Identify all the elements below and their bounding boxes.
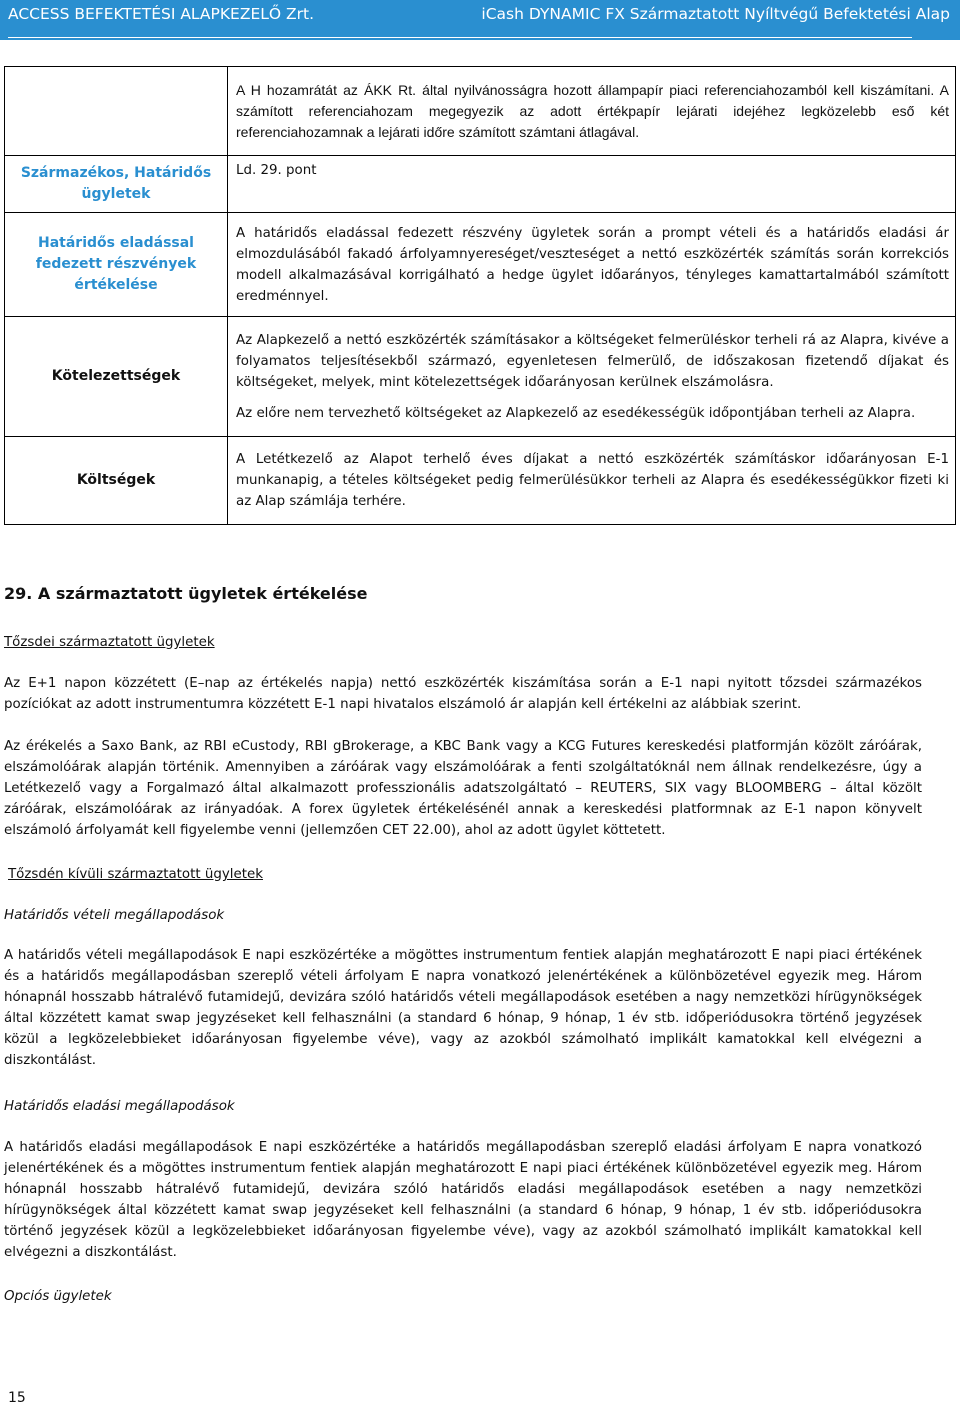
valuation-table [4,66,956,525]
section-heading: 29. A származtatott ügyletek értékelése [4,584,368,603]
table-row [5,437,956,525]
paragraph: A határidős vételi megállapodások E napi eszközértéke a mögöttes instrumentum fentiek alapján meghatározott E napi piaci értékének és a határidős megállapodásban szereplő vételi árfolyam E napra vonatkozó jelenértékének a különbözetével egyezik meg. Három hónapnál hosszabb hátralévő futamidejű, devizára szóló határidős vételi megállapodások esetében a nagy nemzetközi hírügynökségek által közzétett kamat swap jegyzéseket kell felhasználni (a standard 6 hónap, 9 hónap, 1 év stb. időperiódusokra történő jegyzések közül a legközelebbieket időarányosan figyelembe véve), vagy az azokból számolható implikált kamatokkal kell elvégezni a diszkontálást. [4,948,922,1068]
subheading-options: Opciós ügyletek [4,1289,112,1304]
header-fund-name: iCash DYNAMIC FX Származtatott Nyíltvégű Befektetési Alap [481,5,950,23]
subheading-otc: Tőzsdén kívüli származtatott ügyletek [8,867,263,882]
header-rule [8,37,912,38]
paragraph: A határidős eladási megállapodások E napi eszközértéke a határidős megállapodásban szereplő eladási árfolyam E napra vonatkozó jelenértékének és a mögöttes instrumentum fentiek alapján meghatározott E napi piaci értékének különbözetével egyezik meg. Három hónapnál hosszabb hátralévő futamidejű, devizára szóló határidős eladási megállapodások esetében a nagy nemzetközi hírügynökségek által közzétett kamat swap jegyzéseket kell felhasználni (a standard 6 hónap, 9 hónap, 1 év stb. időperiódusokra történő jegyzések közül a legközelebbieket időarányosan figyelembe véve), vagy az azokból számolható implikált kamatokkal kell elvégezni a diszkontálást. [4,1140,922,1260]
row-label: Határidős eladással fedezett részvények értékelése [5,213,228,317]
paragraph: Az E+1 napon közzétett (E–nap az értékelés napja) nettó eszközérték kiszámítása során a E-1 napi nyitott tőzsdei származékos pozíciókat az adott instrumentumra közzétett E-1 napi hivatalos elszámoló ár alapján kell értékelni az alábbiak szerint. [4,676,922,712]
subheading-forward-sell: Határidős eladási megállapodások [4,1099,235,1114]
table-row [5,67,956,156]
table-row [5,317,956,437]
page-number: 15 [8,1390,26,1406]
row-label-empty [5,67,228,156]
row-text: Ld. 29. pont [228,156,956,213]
page-header [0,0,960,40]
subheading-exchange: Tőzsdei származtatott ügyletek [4,635,215,650]
row-label: Költségek [5,437,228,525]
table-row [5,156,956,213]
row-text: A határidős eladással fedezett részvény ügyletek során a prompt vételi és a határidős eladási ár elmozdulásából fakadó árfolyamnyereséget/veszteséget a nettó eszközérték számítás során korrekciós modell alkalmazásával korrigálható a hedge ügylet időarányos, tényleges kamattartalmából számított eredménnyel. [228,213,956,317]
row-text: A H hozamrátát az ÁKK Rt. által nyilvánosságra hozott állampapír piaci referenciahozamból kell kiszámítani. A számított referenciahozam megegyezik az adott értékpapír lejárati idejéhez legközelebb eső két referenciahozamnak a lejárati időre számított számtani átlagával. [228,67,956,156]
table-row [5,213,956,317]
paragraph: Az érékelés a Saxo Bank, az RBI eCustody, RBI gBrokerage, a KBC Bank vagy a KCG Futures kereskedési platformján közölt záróárak, elszámolóárak alapján történik. Amennyiben a záróárak vagy elszámolóárak a fenti szolgáltatóknál nem állnak rendelkezésre, úgy a Letétkezelő vagy a Forgalmazó által alkalmazott professzionális adatszolgáltató – REUTERS, SIX vagy BLOOMBERG – által közölt záróárak, elszámolóárak az irányadóak. A forex ügyletek értékelésénél annak a kereskedési platformnak az E-1 napon könyvelt elszámoló árfolyamát kell figyelembe venni (jellemzően CET 22.00), ahol az adott ügylet köttetett. [4,739,922,838]
subheading-forward-buy: Határidős vételi megállapodások [4,908,225,923]
row-label: Kötelezettségek [5,317,228,437]
row-text: A Letétkezelő az Alapot terhelő éves díjakat a nettó eszközérték számításkor időarányosan E-1 munkanapig, a tételes költségeket pedig felmerülésükkor terheli az Alapra és esedékességükkor fizeti ki az Alap számlája terhére. [228,437,956,525]
row-label: Származékos, Határidős ügyletek [5,156,228,213]
row-text: Az Alapkezelő a nettó eszközérték számításakor a költségeket felmerüléskor terheli rá az Alapra, kivéve a folyamatos teljesítésekből származó, egyenletesen felmerülő, de időszakosan fizetendő díjakat és költségeket, melyek, mint kötelezettségek időarányosan kerülnek elszámolásra. Az előre nem tervezhető költségeket az Alapkezelő az esedékességük időpontjában terheli az Alapra. [228,317,956,437]
header-company: ACCESS BEFEKTETÉSI ALAPKEZELŐ Zrt. [8,5,315,23]
